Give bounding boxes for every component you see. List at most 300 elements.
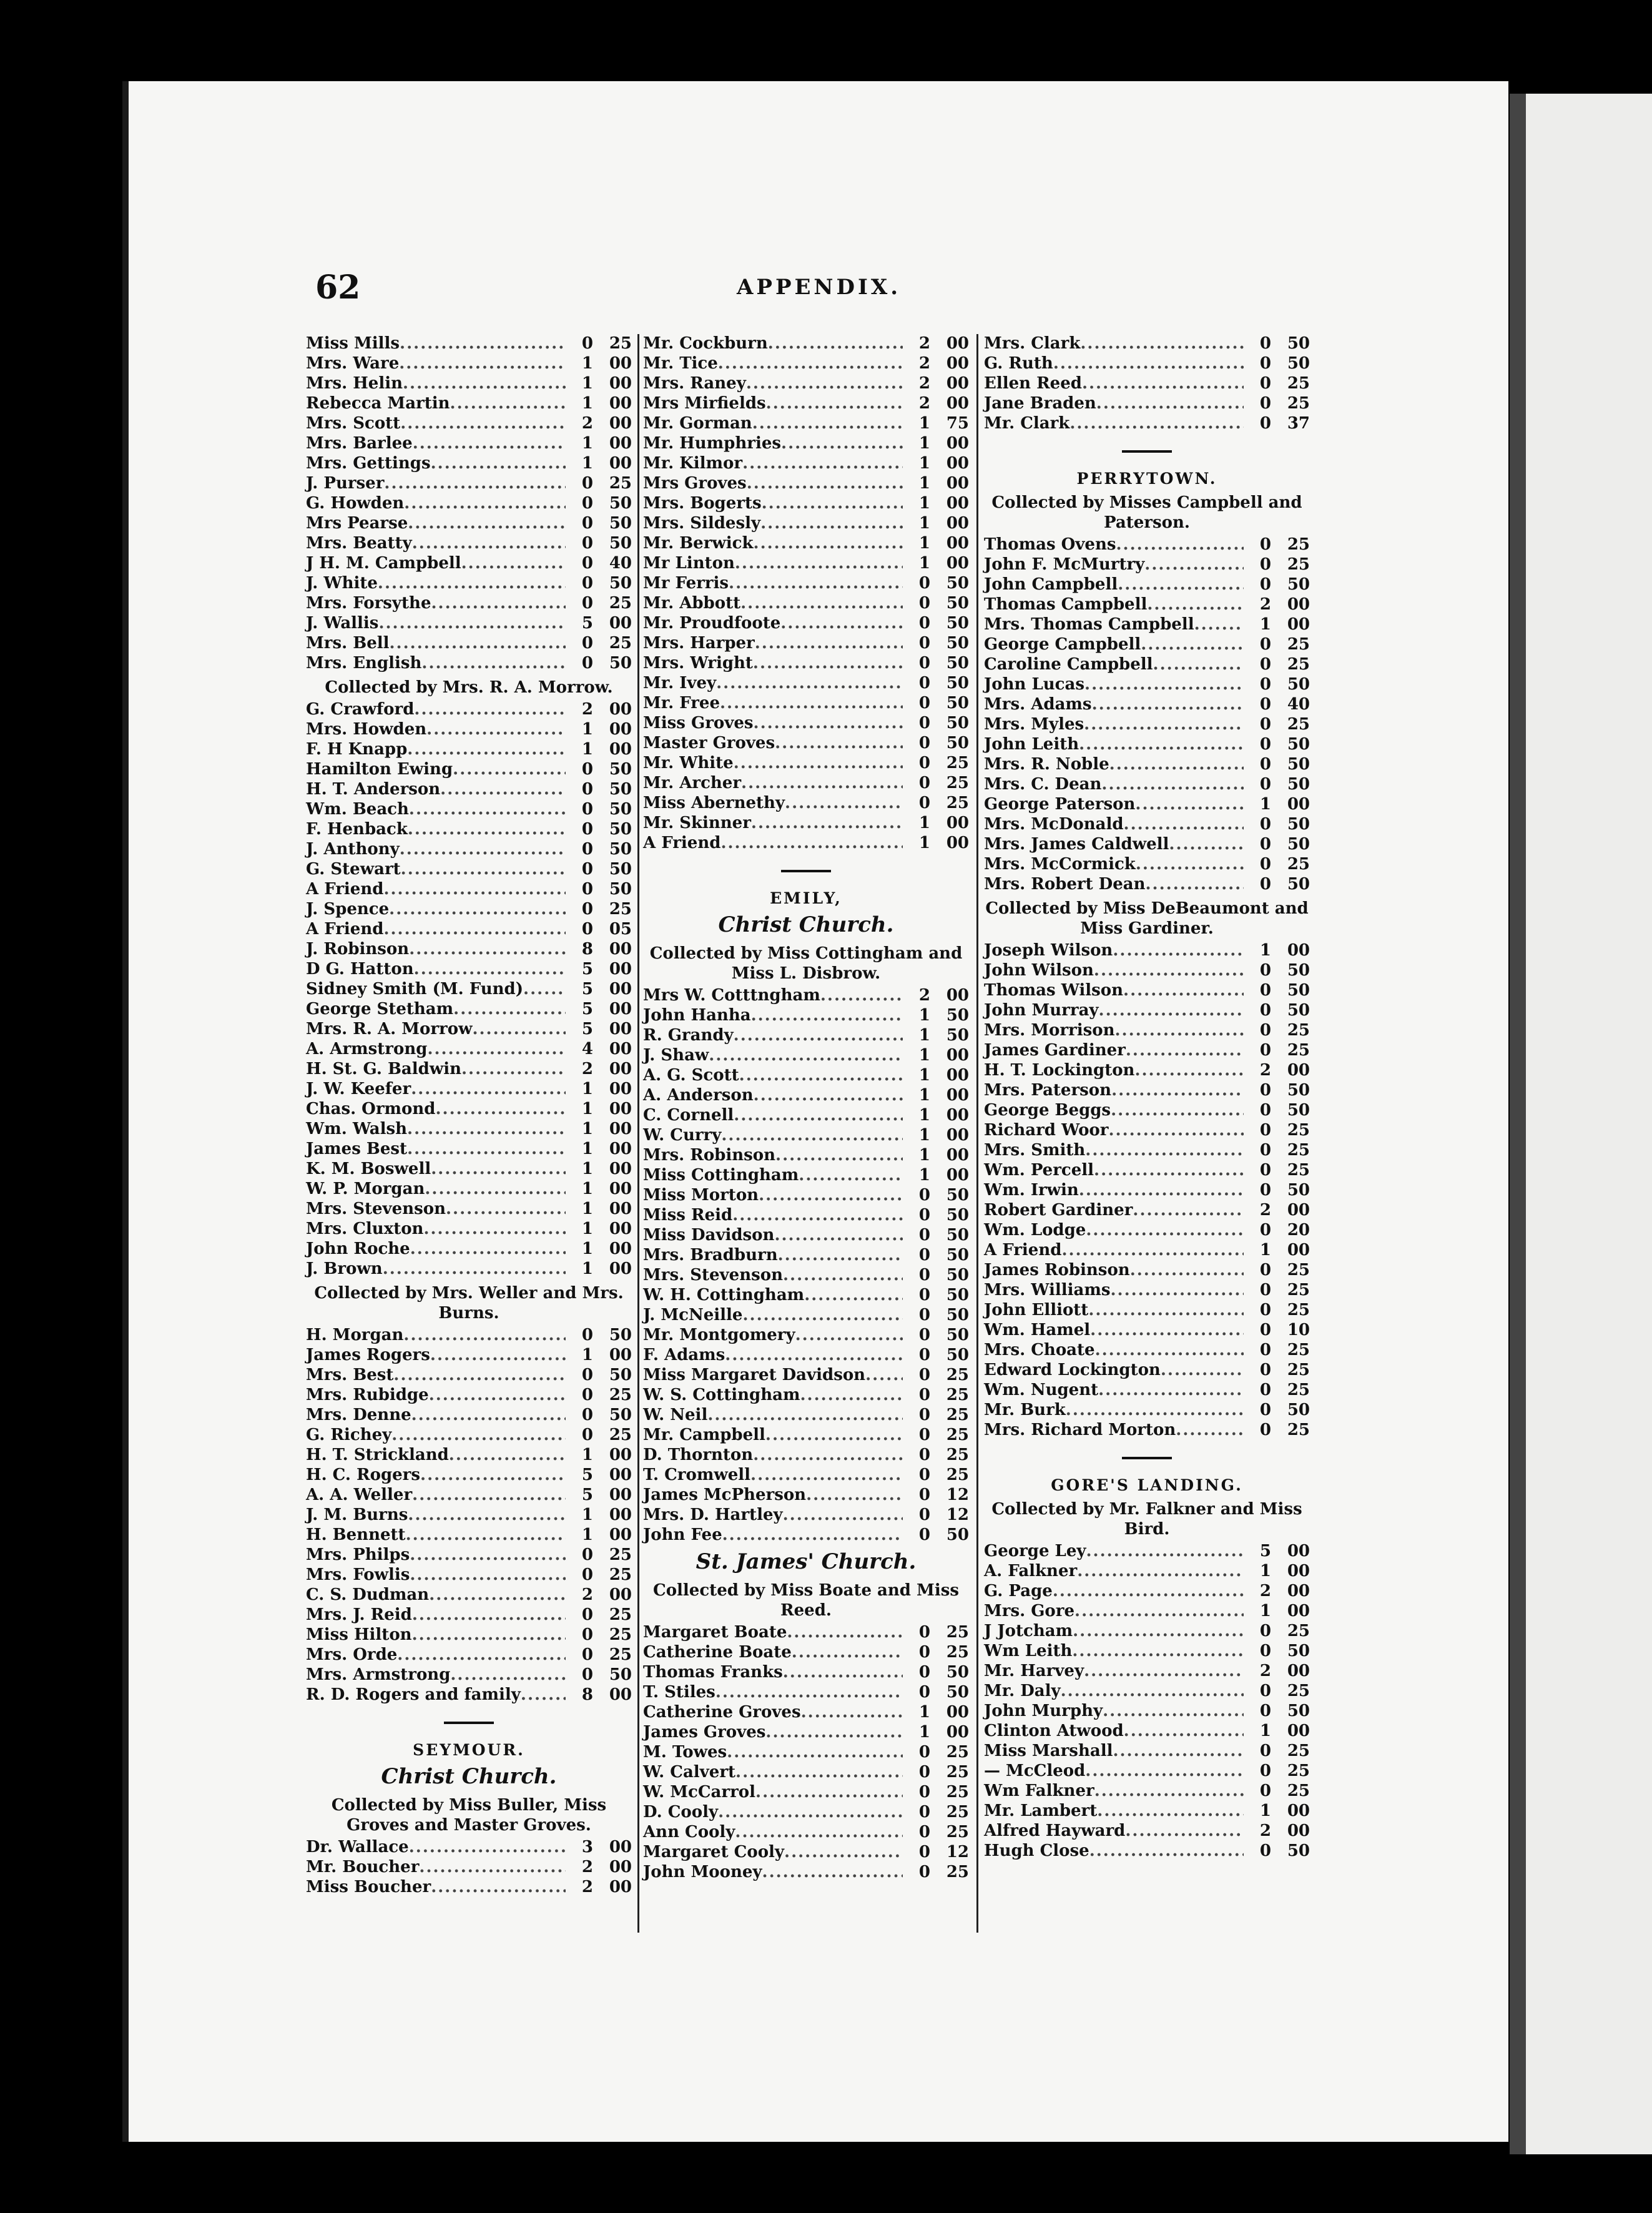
subscriber-row	[306, 1685, 632, 1705]
collector-note: Collected by Miss DeBeaumont and Miss Gardiner.	[985, 899, 1309, 938]
amount-cents: 50	[1287, 675, 1310, 694]
amount-dollars: 1	[918, 1106, 930, 1125]
leader-dots	[1123, 981, 1244, 1000]
amount-dollars: 0	[918, 1266, 930, 1284]
amount-dollars: 0	[581, 840, 593, 859]
subscriber-row	[984, 1722, 1310, 1742]
subscriber-name: James McPherson	[643, 1486, 807, 1504]
subscriber-row	[643, 1623, 969, 1643]
amount-cents: 00	[609, 394, 632, 413]
subscriber-row	[643, 734, 969, 754]
amount-cents: 00	[609, 1120, 632, 1138]
amount-cents: 25	[1287, 1161, 1310, 1180]
leader-dots	[806, 1486, 903, 1504]
leader-dots	[721, 1126, 903, 1145]
subscriber-row	[306, 414, 632, 434]
amount-cents: 00	[609, 1858, 632, 1876]
leader-dots	[1082, 374, 1244, 393]
amount-dollars: 0	[581, 860, 593, 879]
subscriber-row	[306, 554, 632, 574]
amount-cents: 50	[609, 780, 632, 799]
subscriber-row	[643, 634, 969, 654]
amount-dollars: 0	[1259, 1421, 1271, 1439]
amount-cents: 50	[1287, 1841, 1310, 1860]
subscriber-row	[643, 674, 969, 694]
leader-dots	[1089, 1841, 1244, 1860]
subscriber-row	[643, 1823, 969, 1843]
amount-dollars: 1	[918, 434, 930, 453]
subscriber-name: Miss Cottingham	[643, 1166, 799, 1185]
amount-dollars: 0	[918, 1446, 930, 1464]
subscriber-name: T. Cromwell	[643, 1466, 751, 1484]
leader-dots	[1125, 1821, 1244, 1840]
amount-cents: 00	[609, 1525, 632, 1544]
leader-dots	[1096, 394, 1244, 413]
subscriber-name: Mr. Ivey	[643, 674, 717, 692]
amount-dollars: 2	[581, 1858, 593, 1876]
subscriber-row	[643, 1206, 969, 1226]
amount-cents: 00	[609, 1080, 632, 1098]
leader-dots	[754, 1086, 903, 1105]
amount-dollars: 0	[1259, 815, 1271, 834]
subscriber-row	[984, 1081, 1310, 1101]
amount-cents: 50	[946, 694, 969, 712]
subscriber-name: C. Cornell	[643, 1106, 734, 1125]
leader-dots	[751, 1006, 903, 1025]
subscriber-name: Mr. Berwick	[643, 534, 754, 553]
subscriber-row	[984, 815, 1310, 835]
leader-dots	[739, 1066, 903, 1085]
subscriber-name: Mr Ferris	[643, 574, 729, 593]
leader-dots	[450, 1665, 566, 1684]
subscriber-row	[306, 1180, 632, 1200]
amount-dollars: 0	[918, 1286, 930, 1304]
leader-dots	[1097, 1801, 1244, 1820]
amount-dollars: 0	[918, 754, 930, 772]
leader-dots	[461, 554, 566, 573]
amount-dollars: 0	[918, 1326, 930, 1344]
subscriber-row	[643, 454, 969, 474]
subscriber-name: J. Wallis	[306, 614, 379, 633]
subscriber-row	[643, 1286, 969, 1306]
amount-dollars: 1	[918, 1166, 930, 1185]
subscriber-name: H. Bennett	[306, 1525, 406, 1544]
amount-cents: 25	[946, 1803, 969, 1821]
subscriber-row	[306, 334, 632, 354]
amount-dollars: 0	[1259, 354, 1271, 373]
leader-dots	[1061, 1682, 1244, 1700]
subscriber-row	[306, 1406, 632, 1426]
amount-dollars: 5	[1259, 1542, 1271, 1560]
amount-dollars: 0	[1259, 1021, 1271, 1040]
amount-dollars: 0	[918, 1426, 930, 1444]
amount-cents: 50	[946, 1663, 969, 1682]
amount-dollars: 0	[1259, 1161, 1271, 1180]
leader-dots	[1094, 961, 1244, 980]
amount-cents: 25	[1287, 535, 1310, 554]
subscriber-name: Mr. Kilmor	[643, 454, 743, 473]
amount-cents: 00	[609, 1060, 632, 1078]
subscriber-row	[984, 735, 1310, 755]
subscriber-name: Mrs. Scott	[306, 414, 401, 433]
leader-dots	[1113, 1742, 1244, 1760]
leader-dots	[753, 1446, 903, 1464]
subscriber-name: Wm. Hamel	[984, 1321, 1091, 1339]
amount-cents: 00	[609, 1466, 632, 1484]
leader-dots	[409, 800, 566, 819]
leader-dots	[1108, 1121, 1244, 1140]
subscriber-row	[306, 494, 632, 514]
subscriber-row	[306, 740, 632, 760]
leader-dots	[715, 1683, 903, 1702]
subscriber-name: G. Richey	[306, 1426, 392, 1444]
amount-dollars: 0	[1259, 1141, 1271, 1160]
leader-dots	[735, 554, 903, 573]
leader-dots	[400, 334, 566, 353]
amount-cents: 00	[609, 940, 632, 959]
amount-cents: 25	[1287, 655, 1310, 674]
amount-dollars: 0	[918, 1386, 930, 1404]
subscriber-row	[643, 614, 969, 634]
amount-cents: 25	[1287, 1141, 1310, 1160]
subscriber-row	[306, 900, 632, 920]
amount-cents: 25	[946, 1446, 969, 1464]
leader-dots	[1115, 1021, 1244, 1040]
subscriber-name: Mrs. Barlee	[306, 434, 413, 453]
column-1	[306, 334, 632, 1898]
subscriber-row	[306, 354, 632, 374]
amount-dollars: 0	[918, 1525, 930, 1544]
amount-cents: 25	[1287, 1301, 1310, 1319]
amount-dollars: 2	[918, 374, 930, 393]
leader-dots	[1118, 575, 1244, 594]
leader-dots	[453, 1000, 566, 1018]
amount-cents: 00	[946, 834, 969, 852]
subscriber-name: W. P. Morgan	[306, 1180, 425, 1198]
subscriber-name: Mrs. Paterson	[984, 1081, 1112, 1100]
subscriber-name: Mr. Boucher	[306, 1858, 420, 1876]
subscriber-name: Miss Marshall	[984, 1742, 1113, 1760]
amount-dollars: 0	[581, 494, 593, 513]
amount-cents: 25	[1287, 1041, 1310, 1060]
amount-cents: 50	[946, 1326, 969, 1344]
subscriber-row	[984, 1321, 1310, 1341]
amount-cents: 25	[946, 794, 969, 812]
amount-cents: 12	[946, 1843, 969, 1861]
leader-dots	[1079, 1181, 1244, 1200]
leader-dots	[1111, 1081, 1244, 1100]
amount-cents: 50	[946, 1306, 969, 1324]
amount-cents: 50	[946, 1346, 969, 1364]
subscriber-name: J Jotcham	[984, 1622, 1073, 1640]
section-heading: PERRYTOWN.	[1076, 470, 1217, 488]
amount-dollars: 1	[918, 1046, 930, 1065]
leader-dots	[1130, 1261, 1244, 1279]
amount-dollars: 5	[581, 980, 593, 998]
amount-cents: 05	[609, 920, 632, 939]
subscriber-row	[643, 1386, 969, 1406]
subscriber-row	[984, 1782, 1310, 1801]
amount-dollars: 0	[1259, 1782, 1271, 1800]
leader-dots	[820, 986, 903, 1005]
subscriber-name: J. McNeille	[643, 1306, 743, 1324]
section-rule	[781, 870, 831, 872]
subscriber-name: Mrs. Smith	[984, 1141, 1086, 1160]
amount-dollars: 0	[918, 1466, 930, 1484]
subscriber-row	[643, 986, 969, 1006]
amount-cents: 25	[1287, 855, 1310, 874]
amount-cents: 00	[1287, 615, 1310, 634]
subscriber-row	[984, 1821, 1310, 1841]
amount-dollars: 1	[918, 1723, 930, 1742]
subscriber-name: D. Cooly	[643, 1803, 719, 1821]
amount-cents: 00	[609, 1160, 632, 1178]
leader-dots	[1124, 1722, 1244, 1740]
amount-dollars: 0	[581, 1625, 593, 1644]
subscriber-row	[306, 1486, 632, 1506]
leader-dots	[407, 1120, 566, 1138]
subscriber-row	[306, 534, 632, 554]
amount-dollars: 1	[581, 374, 593, 393]
leader-dots	[378, 574, 566, 593]
section-rule	[444, 1722, 494, 1724]
subscriber-row	[643, 1663, 969, 1683]
leader-dots	[727, 1743, 903, 1762]
leader-dots	[1084, 1662, 1244, 1680]
leader-dots	[787, 1623, 903, 1642]
subscriber-name: Alfred Hayward	[984, 1821, 1126, 1840]
amount-dollars: 1	[918, 414, 930, 433]
amount-cents: 25	[1287, 1361, 1310, 1379]
subscriber-name: Joseph Wilson	[984, 941, 1113, 960]
leader-dots	[781, 434, 903, 453]
leader-dots	[411, 1406, 566, 1424]
subscriber-name: Mrs. Gettings	[306, 454, 431, 473]
subscriber-name: D. Thornton	[643, 1446, 754, 1464]
amount-cents: 25	[946, 1763, 969, 1782]
leader-dots	[1194, 615, 1244, 634]
leader-dots	[472, 1020, 566, 1038]
leader-dots	[1053, 354, 1244, 373]
subscriber-row	[984, 1101, 1310, 1121]
subscriber-row	[306, 394, 632, 414]
amount-dollars: 1	[581, 1525, 593, 1544]
leader-dots	[409, 1838, 566, 1856]
collector-note: Collected by Miss Cottingham and Miss L. Disbrow.	[649, 944, 963, 983]
leader-dots	[450, 394, 566, 413]
leader-dots	[426, 720, 566, 739]
leader-dots	[412, 534, 566, 553]
amount-cents: 50	[946, 1683, 969, 1702]
amount-dollars: 2	[918, 986, 930, 1005]
amount-cents: 00	[946, 454, 969, 473]
leader-dots	[1074, 1602, 1244, 1620]
subscriber-row	[643, 1006, 969, 1026]
subscriber-name: Miss Reid	[643, 1206, 733, 1225]
subscriber-row	[984, 835, 1310, 855]
subscriber-name: Mrs. Stevenson	[306, 1200, 446, 1218]
amount-cents: 00	[609, 1486, 632, 1504]
subscriber-row	[643, 1106, 969, 1126]
amount-dollars: 0	[1259, 1841, 1271, 1860]
amount-dollars: 0	[1259, 1622, 1271, 1640]
amount-dollars: 5	[581, 614, 593, 633]
subscriber-name: Edward Lockington	[984, 1361, 1161, 1379]
leader-dots	[785, 794, 903, 812]
subscriber-row	[643, 814, 969, 834]
subscriber-row	[306, 374, 632, 394]
amount-dollars: 0	[918, 1683, 930, 1702]
amount-dollars: 0	[918, 1823, 930, 1841]
amount-cents: 25	[946, 1623, 969, 1642]
leader-dots	[1053, 1582, 1244, 1600]
amount-cents: 00	[609, 1259, 632, 1278]
subscriber-name: James Rogers	[306, 1346, 430, 1364]
leader-dots	[1080, 334, 1244, 353]
amount-cents: 25	[946, 1406, 969, 1424]
amount-cents: 00	[609, 1020, 632, 1038]
amount-dollars: 0	[918, 1226, 930, 1245]
subscriber-row	[306, 1240, 632, 1259]
leader-dots	[431, 454, 566, 473]
amount-dollars: 2	[1259, 1821, 1271, 1840]
leader-dots	[431, 594, 566, 613]
subscriber-row	[643, 374, 969, 394]
amount-dollars: 1	[581, 1120, 593, 1138]
amount-dollars: 0	[918, 1246, 930, 1264]
amount-cents: 50	[1287, 1081, 1310, 1100]
subscriber-name: D G. Hatton	[306, 960, 414, 978]
amount-dollars: 0	[918, 1306, 930, 1324]
leader-dots	[404, 494, 566, 513]
subscriber-name: Mrs Mirfields	[643, 394, 766, 413]
subscriber-row	[306, 1565, 632, 1585]
leader-dots	[1135, 795, 1244, 814]
leader-dots	[1161, 1361, 1244, 1379]
amount-dollars: 0	[1259, 575, 1271, 594]
amount-dollars: 0	[581, 654, 593, 673]
subscriber-name: Mr. Harvey	[984, 1662, 1084, 1680]
leader-dots	[383, 880, 566, 899]
amount-cents: 00	[1287, 1821, 1310, 1840]
amount-dollars: 0	[581, 780, 593, 799]
amount-dollars: 0	[1259, 775, 1271, 794]
amount-dollars: 0	[1259, 1081, 1271, 1100]
leader-dots	[400, 414, 566, 433]
subscriber-name: Mrs. McDonald	[984, 815, 1124, 834]
amount-cents: 00	[609, 1838, 632, 1856]
subscriber-name: Master Groves	[643, 734, 775, 752]
subscriber-name: James Gardiner	[984, 1041, 1126, 1060]
amount-dollars: 0	[918, 1803, 930, 1821]
amount-cents: 50	[1287, 835, 1310, 854]
amount-dollars: 0	[581, 900, 593, 919]
amount-cents: 50	[1287, 1101, 1310, 1120]
subscriber-name: A. Falkner	[984, 1562, 1078, 1580]
amount-cents: 00	[609, 960, 632, 978]
subscriber-row	[306, 1000, 632, 1020]
leader-dots	[1085, 1141, 1244, 1160]
leader-dots	[1092, 695, 1244, 714]
amount-dollars: 0	[581, 1366, 593, 1384]
amount-dollars: 1	[581, 720, 593, 739]
leader-dots	[411, 1080, 566, 1098]
subscriber-row	[643, 554, 969, 574]
amount-cents: 00	[946, 434, 969, 453]
subscriber-name: Mrs. D. Hartley	[643, 1506, 783, 1524]
amount-cents: 50	[1287, 1181, 1310, 1200]
subscriber-name: W. H. Cottingham	[643, 1286, 805, 1304]
amount-dollars: 0	[1259, 1321, 1271, 1339]
amount-dollars: 0	[581, 1645, 593, 1664]
subscriber-name: Mr. Clark	[984, 414, 1070, 433]
amount-dollars: 0	[1259, 835, 1271, 854]
subscriber-row	[984, 1241, 1310, 1261]
amount-cents: 00	[946, 986, 969, 1005]
subscriber-name: Miss Groves	[643, 714, 754, 732]
subscriber-name: J. W. Keefer	[306, 1080, 411, 1098]
subscriber-row	[984, 1401, 1310, 1421]
amount-cents: 00	[609, 740, 632, 759]
amount-dollars: 0	[1259, 555, 1271, 574]
leader-dots	[709, 1046, 903, 1065]
leader-dots	[783, 1663, 903, 1682]
subscriber-name: John Mooney	[643, 1863, 762, 1881]
amount-cents: 00	[609, 720, 632, 739]
leader-dots	[1169, 835, 1244, 854]
amount-cents: 25	[1287, 1341, 1310, 1359]
subscriber-name: George Beggs	[984, 1101, 1111, 1120]
amount-dollars: 5	[581, 960, 593, 978]
subscriber-name: Miss Morton	[643, 1186, 759, 1205]
subscriber-name: Wm. Nugent	[984, 1381, 1099, 1399]
amount-cents: 50	[946, 1525, 969, 1544]
subscriber-name: T. Stiles	[643, 1683, 715, 1702]
amount-cents: 25	[1287, 394, 1310, 413]
subscriber-row	[306, 820, 632, 840]
subscriber-name: Jane Braden	[984, 394, 1096, 413]
subscriber-name: G. Crawford	[306, 700, 415, 719]
amount-cents: 00	[946, 1066, 969, 1085]
amount-dollars: 2	[918, 334, 930, 353]
subscriber-name: George Paterson	[984, 795, 1136, 814]
subscriber-row	[306, 1080, 632, 1100]
subscriber-name: H. T. Lockington	[984, 1061, 1135, 1080]
subscriber-row	[306, 840, 632, 860]
amount-cents: 25	[946, 1743, 969, 1762]
amount-dollars: 2	[581, 1585, 593, 1604]
amount-cents: 00	[1287, 941, 1310, 960]
subscriber-name: F. Adams	[643, 1346, 725, 1364]
subscriber-row	[643, 474, 969, 494]
subscriber-row	[306, 780, 632, 800]
amount-cents: 00	[609, 1040, 632, 1058]
leader-dots	[453, 760, 566, 779]
amount-cents: 00	[609, 1140, 632, 1158]
subscriber-row	[984, 595, 1310, 615]
subscriber-row	[306, 1386, 632, 1406]
subscriber-name: Mrs. Thomas Campbell	[984, 615, 1194, 634]
amount-cents: 25	[1287, 635, 1310, 654]
subscriber-name: Mrs Groves	[643, 474, 747, 493]
amount-dollars: 1	[581, 354, 593, 373]
subscriber-name: R. D. Rogers and family	[306, 1685, 521, 1704]
subscriber-name: Mrs. Denne	[306, 1406, 411, 1424]
amount-cents: 00	[609, 434, 632, 453]
subscriber-row	[306, 1878, 632, 1898]
subscriber-row	[984, 1602, 1310, 1622]
amount-cents: 25	[609, 1545, 632, 1564]
